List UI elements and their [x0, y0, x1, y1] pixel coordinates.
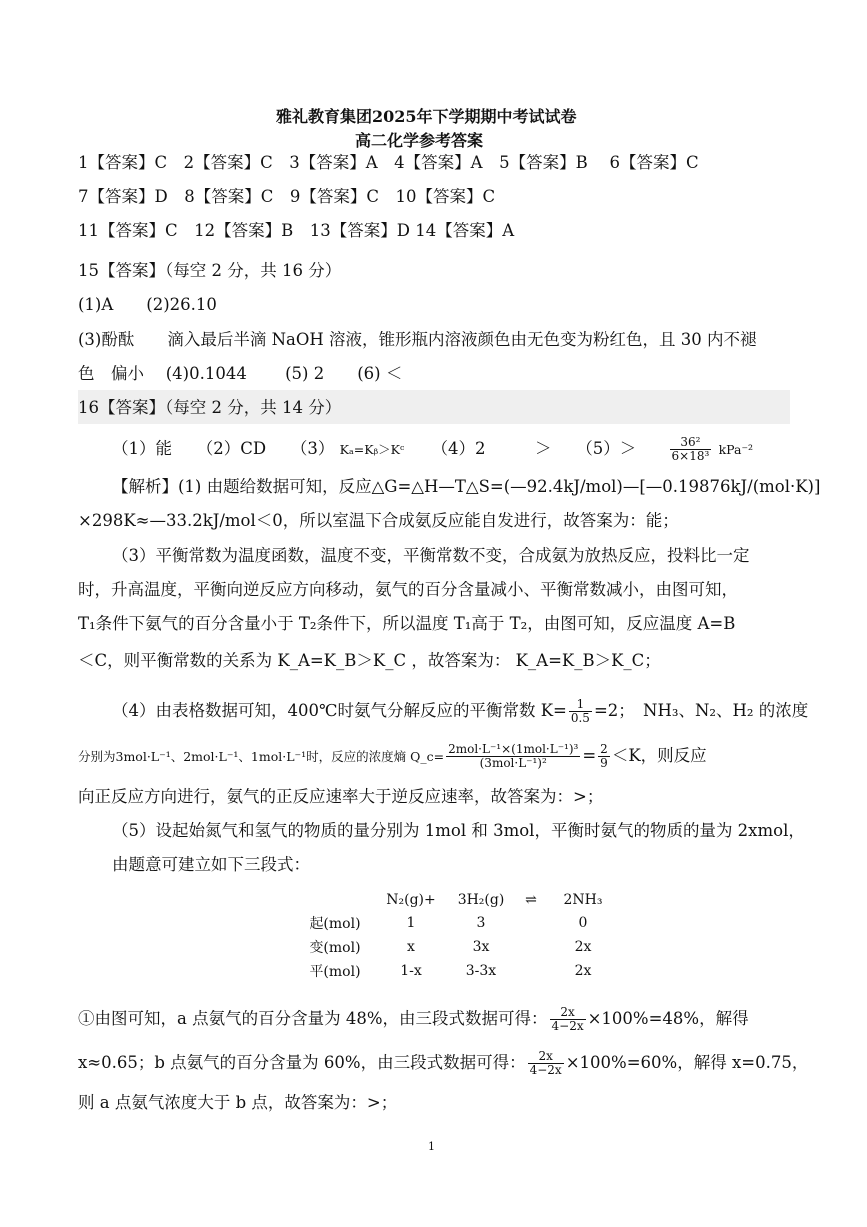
ice-header-cell [295, 888, 375, 911]
mc-answers-row-3: 11【答案】C 12【答案】B 13【答案】D 14【答案】A [78, 221, 515, 240]
k-fraction [569, 698, 592, 725]
a-point-fraction [550, 1006, 586, 1033]
explanation-conclusion: 则 a 点氨气浓度大于 b 点，故答案为：>； [78, 1093, 398, 1112]
explanation-3-line-2: 时，升高温度，平衡向逆反应方向移动，氨气的百分含量减小、平衡常数减小，由图可知， [78, 580, 738, 599]
page-number: 1 [428, 1140, 435, 1153]
explanation-3-line-4: ＜C，则平衡常数的关系为 K_A=K_B＞K_C ，故答案为： K_A=K_B＞K_C； [78, 651, 661, 670]
ice-header-cell: 2NH₃ [563, 891, 603, 908]
expA-text-b: ×100%=48%，解得 [587, 1009, 749, 1028]
explanation-b-point [78, 1050, 808, 1077]
ice-row-equilibrium [295, 959, 619, 983]
qc-value-denominator: 9 [600, 756, 608, 770]
ice-row-initial [295, 911, 619, 935]
ice-cell: 1 [406, 915, 416, 931]
ice-cell: 3-3x [465, 963, 497, 979]
ice-cell: 2x [574, 963, 592, 979]
b-point-fraction [528, 1050, 564, 1077]
ice-cell: 2x [574, 939, 592, 955]
q15-answer-line-3: 色 偏小 (4)0.1044 (5) 2 (6) ＜ [78, 364, 403, 383]
ice-cell: 变(mol) [309, 940, 361, 956]
kp-fraction-numerator: 36² [670, 436, 712, 450]
b-point-denominator: 4−2x [529, 1063, 562, 1077]
equilibrium-arrow-icon: ⇌ [525, 891, 537, 908]
exp4-concentrations: 分别为3mol·L⁻¹、2mol·L⁻¹、1mol·L⁻¹时，反应的浓度熵 Q_c= [78, 749, 445, 764]
explanation-3-line-1: （3）平衡常数为温度函数，温度不变，平衡常数不变，合成氨为放热反应，投料比一定 [112, 546, 750, 565]
q15-answer-line-1: (1)A (2)26.10 [78, 295, 217, 314]
ice-cell [515, 911, 547, 935]
ice-cell: 1-x [400, 963, 422, 979]
q16-heading: 16【答案】（每空 2 分，共 14 分） [78, 398, 342, 417]
kp-unit: kPa⁻² [718, 442, 754, 457]
explanation-3-line-3: T₁条件下氨气的百分含量小于 T₂条件下，所以温度 T₁高于 T₂，由图可知，反应温度 A=B [78, 614, 736, 633]
exp4-text-a: （4）由表格数据可知，400℃时氨气分解反应的平衡常数 K= [112, 701, 567, 720]
three-stage-table [295, 888, 619, 983]
ice-cell: 起(mol) [309, 916, 361, 932]
exam-title: 雅礼教育集团2025年下学期期中考试试卷 [276, 107, 577, 126]
q15-answer-line-2: (3)酚酞 滴入最后半滴 NaOH 溶液，锥形瓶内溶液颜色由无色变为粉红色，且 30 内不褪 [78, 330, 757, 349]
explanation-5-line-1: （5）设起始氮气和氢气的物质的量分别为 1mol 和 3mol，平衡时氨气的物质的量为 2xmol， [112, 821, 805, 840]
ice-cell [515, 959, 547, 983]
q16-k-relation: Kₐ=Kᵦ＞Kᶜ [339, 442, 405, 457]
qc-fraction [446, 743, 580, 770]
ice-header-row [295, 888, 619, 911]
explanation-4-line-3: 向正反应方向进行，氨气的正反应速率大于逆反应速率，故答案为：>； [78, 787, 604, 806]
explanation-4-line-2 [78, 743, 707, 770]
kp-fraction-denominator: 6×18³ [671, 449, 710, 463]
mc-answers-row-2: 7【答案】D 8【答案】C 9【答案】C 10【答案】C [78, 187, 496, 206]
ice-cell: x [407, 939, 415, 955]
qc-value-numerator: 2 [600, 742, 608, 756]
expB-text-a: x≈0.65；b 点氨气的百分含量为 60%，由三段式数据可得： [78, 1053, 526, 1072]
q16-answers-part-a: （1）能 （2）CD （3） [112, 439, 335, 458]
q16-answers [112, 436, 753, 463]
qc-fraction-denominator: (3mol·L⁻¹)² [479, 756, 547, 770]
explanation-5-line-2: 由题意可建立如下三段式： [112, 855, 310, 874]
kp-fraction [670, 436, 712, 463]
ice-header-cell: 3H₂(g) [457, 891, 505, 908]
ice-cell: 3 [476, 915, 486, 931]
answer-subtitle: 高二化学参考答案 [355, 131, 484, 150]
explanation-4-line-1 [112, 698, 808, 725]
exp4-text-b: =2； NH₃、N₂、H₂ 的浓度 [593, 701, 809, 720]
explanation-a-point [78, 1006, 749, 1033]
ice-cell [515, 935, 547, 959]
ice-cell: 0 [578, 915, 588, 931]
k-fraction-numerator: 1 [569, 698, 592, 712]
ice-header-cell: N₂(g)+ [386, 891, 436, 908]
ice-cell: 平(mol) [309, 964, 361, 980]
a-point-numerator: 2x [550, 1006, 586, 1020]
qc-value-fraction [598, 743, 610, 770]
b-point-numerator: 2x [528, 1050, 564, 1064]
ice-cell: 3x [472, 939, 490, 955]
mc-answers-row-1: 1【答案】C 2【答案】C 3【答案】A 4【答案】A 5【答案】B 6【答案】C [78, 153, 699, 172]
qc-fraction-numerator: 2mol·L⁻¹×(1mol·L⁻¹)³ [448, 742, 579, 756]
explanation-1-line-1: 【解析】(1) 由题给数据可知，反应△G=△H—T△S=(—92.4kJ/mol)—[—0.19876kJ/(mol·K)] [112, 477, 821, 496]
ice-row-change [295, 935, 619, 959]
a-point-denominator: 4−2x [551, 1019, 584, 1033]
expA-text-a: ①由图可知，a 点氨气的百分含量为 48%，由三段式数据可得： [78, 1009, 548, 1028]
explanation-1-line-2: ×298K≈—33.2kJ/mol＜0，所以室温下合成氨反应能自发进行，故答案为：能； [78, 511, 679, 530]
expB-text-b: ×100%=60%，解得 x=0.75， [565, 1053, 809, 1072]
q16-answers-part-b: （4）2 ＞ （5）＞ [431, 439, 637, 458]
exp4-text-c: ＜K，则反应 [611, 746, 707, 765]
q15-heading: 15【答案】（每空 2 分，共 16 分） [78, 261, 342, 280]
exp4-equals: = [582, 746, 597, 765]
k-fraction-denominator: 0.5 [570, 711, 590, 725]
